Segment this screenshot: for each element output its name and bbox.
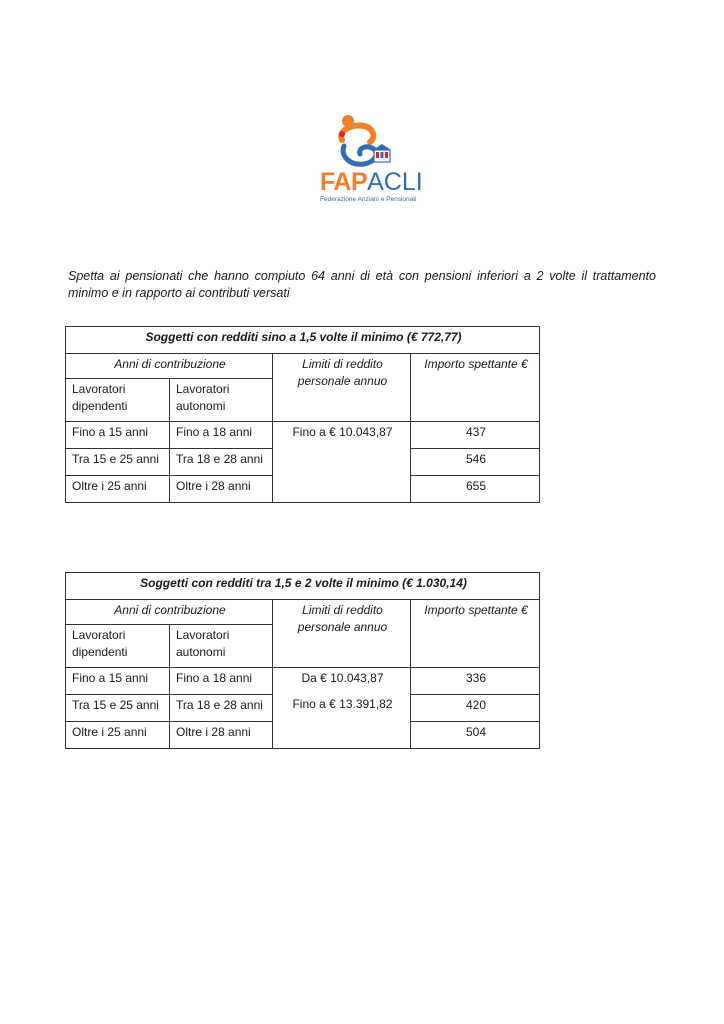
- table-title: Soggetti con redditi tra 1,5 e 2 volte il minimo (€ 1.030,14): [66, 573, 540, 600]
- table-row: [66, 422, 540, 449]
- pension-table-2: [65, 572, 540, 749]
- cell-self-employed: Oltre i 28 anni: [170, 722, 273, 749]
- cell-self-employed: Tra 18 e 28 anni: [170, 695, 273, 722]
- fapacli-logo: [320, 112, 428, 208]
- cell-employees: Oltre i 25 anni: [66, 476, 170, 503]
- table-title: Soggetti con redditi sino a 1,5 volte il minimo (€ 772,77): [66, 327, 540, 354]
- subheader-employees: Lavoratori dipendenti: [66, 379, 170, 422]
- subheader-self-employed: Lavoratori autonomi: [170, 379, 273, 422]
- cell-amount: 420: [411, 695, 540, 722]
- pension-table-1: [65, 326, 540, 503]
- fapacli-emblem-icon: [330, 112, 396, 174]
- cell-amount: 655: [411, 476, 540, 503]
- cell-amount: 546: [411, 449, 540, 476]
- header-amount: Importo spettante €: [411, 354, 540, 422]
- header-contribution-years: Anni di contribuzione: [66, 600, 273, 625]
- subheader-self-employed: Lavoratori autonomi: [170, 625, 273, 668]
- cell-self-employed: Fino a 18 anni: [170, 422, 273, 449]
- cell-self-employed: Tra 18 e 28 anni: [170, 449, 273, 476]
- logo-subtitle: Federazione Anziani e Pensionati: [320, 196, 417, 203]
- cell-self-employed: Oltre i 28 anni: [170, 476, 273, 503]
- logo-wordmark: FAPACLI: [320, 168, 423, 196]
- cell-self-employed: Fino a 18 anni: [170, 668, 273, 695]
- cell-amount: 437: [411, 422, 540, 449]
- income-limit-line1: Da € 10.043,87: [301, 671, 384, 685]
- income-limit-line1: Fino a € 10.043,87: [292, 425, 393, 439]
- cell-amount: 504: [411, 722, 540, 749]
- intro-paragraph: Spetta ai pensionati che hanno compiuto 64 anni di età con pensioni inferiori a 2 volte il trattamento minimo e in rapporto ai contributi versati: [68, 269, 656, 300]
- header-amount: Importo spettante €: [411, 600, 540, 668]
- cell-employees: Fino a 15 anni: [66, 422, 170, 449]
- cell-income-limit: [273, 422, 411, 503]
- cell-employees: Oltre i 25 anni: [66, 722, 170, 749]
- income-limit-line2: Fino a € 13.391,82: [292, 697, 393, 711]
- table-row: [66, 668, 540, 695]
- header-contribution-years: Anni di contribuzione: [66, 354, 273, 379]
- cell-income-limit: [273, 668, 411, 749]
- cell-employees: Tra 15 e 25 anni: [66, 449, 170, 476]
- subheader-employees: Lavoratori dipendenti: [66, 625, 170, 668]
- cell-amount: 336: [411, 668, 540, 695]
- cell-employees: Tra 15 e 25 anni: [66, 695, 170, 722]
- header-income-limit: Limiti di reddito personale annuo: [273, 600, 411, 668]
- cell-employees: Fino a 15 anni: [66, 668, 170, 695]
- header-income-limit: Limiti di reddito personale annuo: [273, 354, 411, 422]
